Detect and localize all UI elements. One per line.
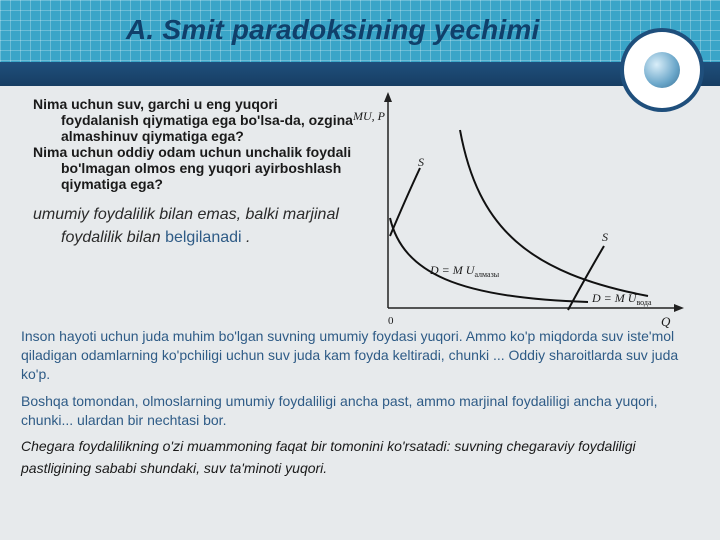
answer-main: umumiy foydalilik bilan emas, balki marjinal foydalilik bilan: [33, 206, 339, 246]
utility-diagram: [348, 88, 688, 338]
answer-end: .: [241, 229, 251, 246]
question-list: [33, 96, 353, 192]
header-band: [0, 62, 720, 86]
demand-label-water-sub: вода: [636, 298, 652, 307]
demand-label-diamond-sub: алмазы: [474, 270, 500, 279]
paragraph-water: Inson hayoti uchun juda muhim bo'lgan suvning umumiy foydasi yuqori. Ammo ko'p miqdorda suv iste'mol qiladigan odamlarning ko'pchiligi uchun suv juda kam foyda keltiradi, chunki ... Oddiy sharoitlarda suv juda ko'p.: [21, 328, 679, 382]
y-axis-arrow: [384, 92, 392, 102]
supply-curve-diamond: [390, 168, 420, 236]
globe-icon: [644, 52, 680, 88]
origin-label: 0: [388, 315, 394, 327]
supply-label-diamond: S: [418, 155, 424, 169]
paragraph-diamonds: Boshqa tomondan, olmoslarning umumiy foydaliligi ancha past, ammo marjinal foydaliligi ancha yuqori, chunki... ulardan bir nechtasi bor.: [21, 393, 658, 428]
demand-label-water-main: D = M U: [592, 291, 637, 305]
answer-text: [33, 203, 381, 249]
demand-label-diamond-main: D = M U: [430, 263, 475, 277]
demand-label-water: [591, 291, 652, 307]
y-axis-label: MU, P: [353, 109, 385, 123]
demand-label-diamond: [429, 263, 500, 279]
question-water: Nima uchun suv, garchi u eng yuqori foydalanish qiymatiga ega bo'lsa-da, ozgina almashinuv qiymatiga ega?: [33, 96, 353, 144]
slide-title: A. Smit paradoksining yechimi: [126, 14, 540, 45]
supply-label-water: S: [602, 230, 608, 244]
answer-highlight: belgilanadi: [165, 229, 242, 246]
paragraph-conclusion: Chegara foydalilikning o'zi muammoning faqat bir tomonini ko'rsatadi: suvning chegaraviy foydaliligi pastligining sababi shundaki, suv ta'minoti yuqori.: [21, 438, 636, 476]
x-axis-arrow: [674, 304, 684, 312]
x-axis-label: Q: [661, 314, 671, 329]
demand-curve-diamond: [390, 218, 588, 302]
question-diamond: Nima uchun oddiy odam uchun unchalik foydali bo'lmagan olmos eng yuqori ayirboshlash qiymatiga ega?: [33, 144, 352, 192]
